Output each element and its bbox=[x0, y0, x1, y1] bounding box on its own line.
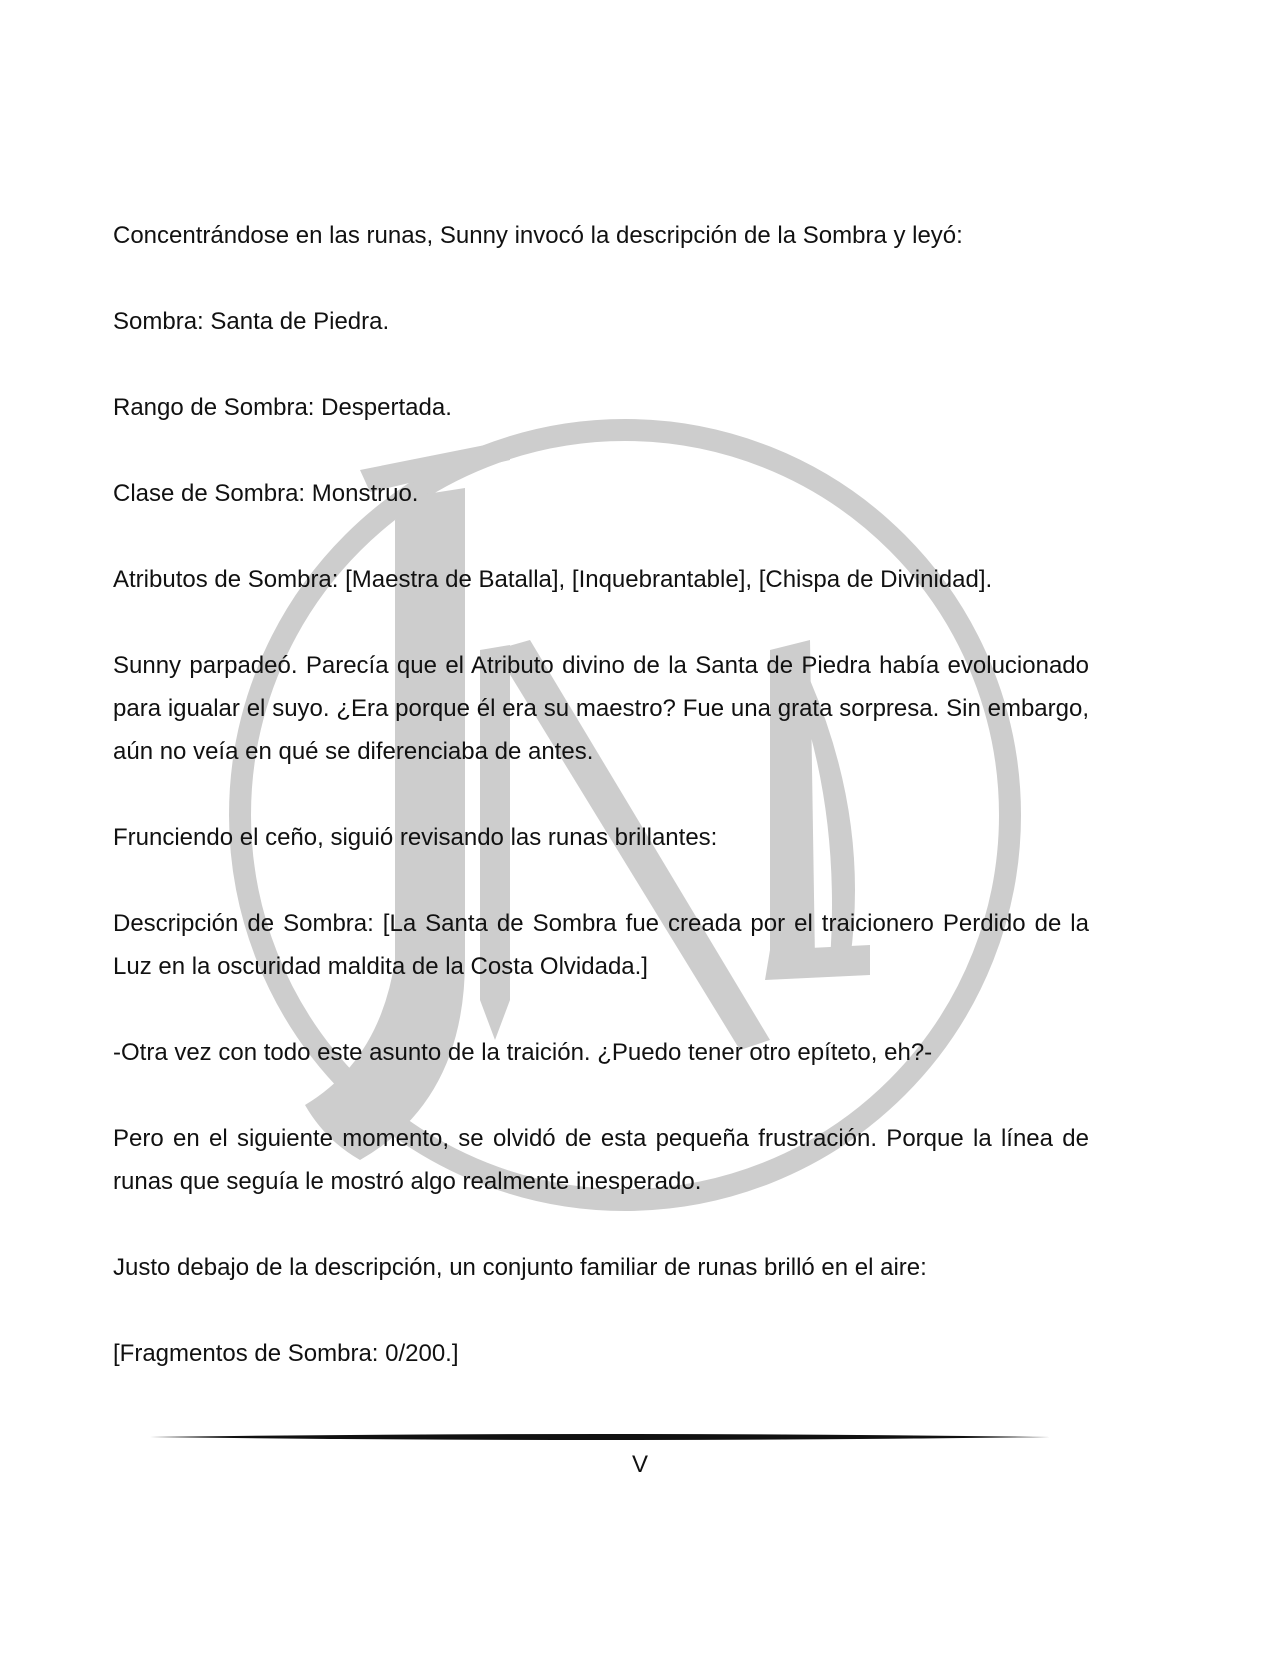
paragraph: -Otra vez con todo este asunto de la traición. ¿Puedo tener otro epíteto, eh?- bbox=[113, 1039, 933, 1066]
paragraph: Concentrándose en las runas, Sunny invocó la descripción de la Sombra y leyó: bbox=[113, 222, 963, 249]
paragraph: Rango de Sombra: Despertada. bbox=[113, 394, 452, 421]
paragraph: Sombra: Santa de Piedra. bbox=[113, 308, 390, 335]
paragraph: [Fragmentos de Sombra: 0/200.] bbox=[113, 1340, 459, 1367]
paragraph: Sunny parpadeó. Parecía que el Atributo divino de la Santa de Piedra había evolucionado para igualar el suyo. ¿Era porque él era su maestro? Fue una grata sorpresa. Sin embargo, aún no veía en qué se diferenciaba de antes. bbox=[113, 652, 1089, 765]
paragraph: Justo debajo de la descripción, un conjunto familiar de runas brilló en el aire: bbox=[113, 1254, 927, 1281]
paragraph: Clase de Sombra: Monstruo. bbox=[113, 480, 419, 507]
paragraph: Descripción de Sombra: [La Santa de Sombra fue creada por el traicionero Perdido de la Luz en la oscuridad maldita de la Costa Olvidada.] bbox=[113, 910, 1089, 980]
paragraph: Atributos de Sombra: [Maestra de Batalla], [Inquebrantable], [Chispa de Divinidad]. bbox=[113, 566, 993, 593]
page-body bbox=[113, 214, 1089, 1375]
footer-divider bbox=[150, 1432, 1050, 1442]
paragraph: Frunciendo el ceño, siguió revisando las runas brillantes: bbox=[113, 824, 718, 851]
page-number: V bbox=[631, 1451, 648, 1478]
paragraph: Pero en el siguiente momento, se olvidó de esta pequeña frustración. Porque la línea de runas que seguía le mostró algo realmente inesperado. bbox=[113, 1125, 1089, 1195]
